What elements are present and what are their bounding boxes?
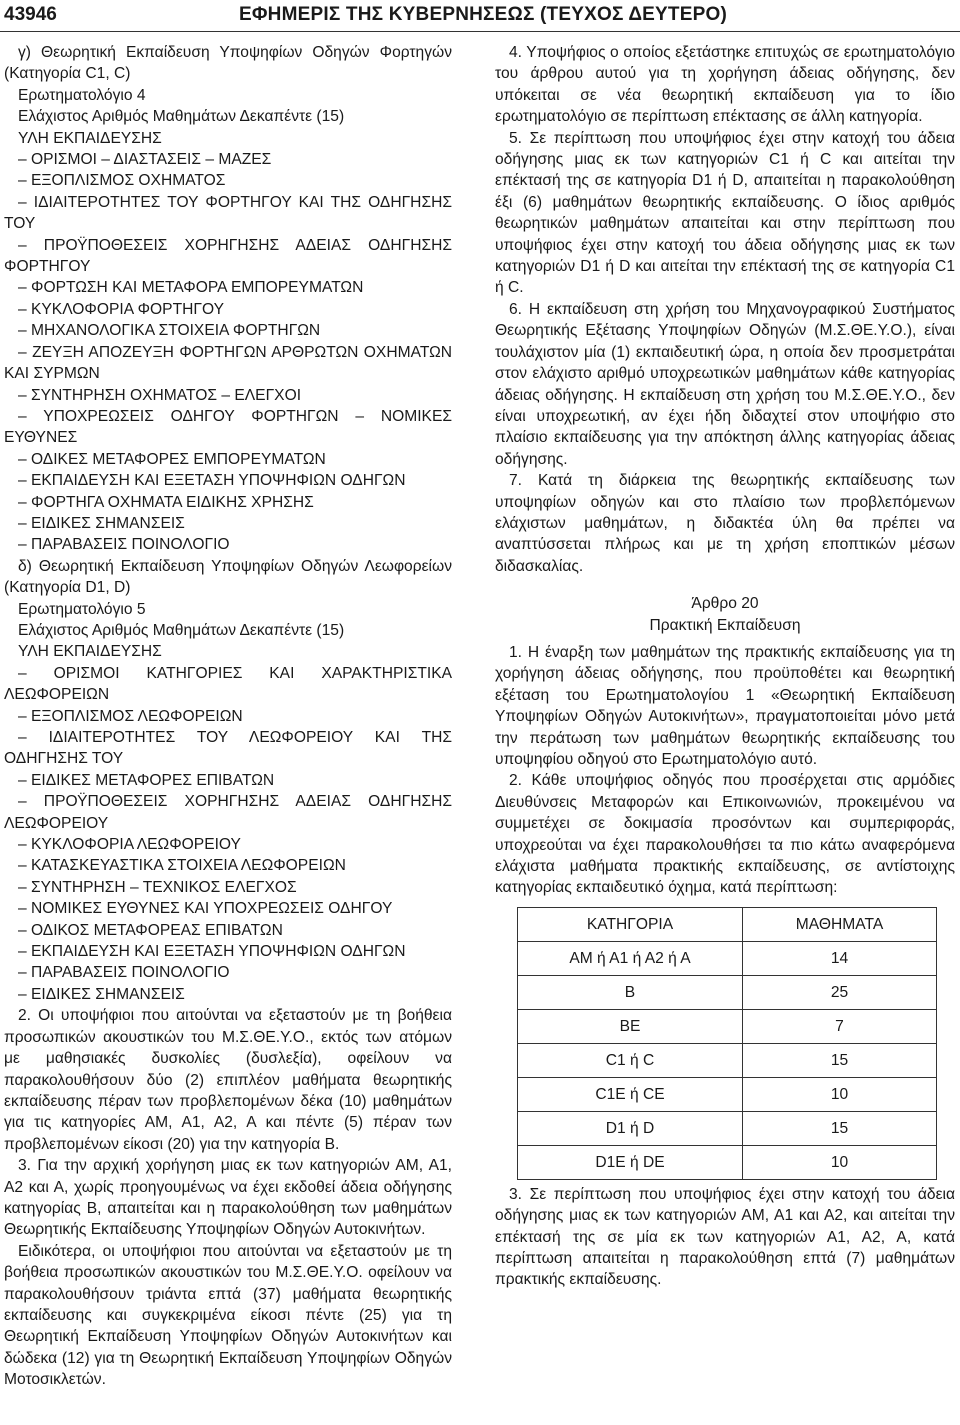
syllabus-item: – ΙΔΙΑΙΤΕΡΟΤΗΤΕΣ ΤΟΥ ΛΕΩΦΟΡΕΙΟΥ ΚΑΙ ΤΗΣ ΟΔΗΓΗΣΗΣ ΤΟΥ [4, 729, 452, 768]
column-header-lessons: ΜΑΘΗΜΑΤΑ [743, 907, 937, 941]
syllabus-item: – ΕΙΔΙΚΕΣ ΣΗΜΑΝΣΕΙΣ [18, 985, 185, 1003]
syllabus-item: – ΠΡΟΫΠΟΘΕΣΕΙΣ ΧΟΡΗΓΗΣΗΣ ΑΔΕΙΑΣ ΟΔΗΓΗΣΗΣ ΛΕΩΦΟΡΕΙΟΥ [4, 793, 452, 832]
syllabus-item: – ΜΗΧΑΝΟΛΟΓΙΚΑ ΣΤΟΙΧΕΙΑ ΦΟΡΤΗΓΩΝ [18, 322, 321, 340]
syllabus-item: – ΠΑΡΑΒΑΣΕΙΣ ΠΟΙΝΟΛΟΓΙΟ [18, 964, 230, 982]
category-cell: D1E ή DE [518, 1145, 743, 1179]
questionnaire-4-label: Ερωτηματολόγιο 4 [18, 86, 146, 104]
page-header [0, 0, 960, 34]
paragraph-2: 2. Οι υποψήφιοι που αιτούνται να εξεταστούν με τη βοήθεια προσωπικών ακουστικών του Μ.Σ.ΘΕ.Υ.Ο., εκτός των ατόμων με μαθησιακές δυσκολίες (δυσλεξία), οφείλουν να παρακολουθήσουν δύο (2) επιπλέον μαθήματα θεωρητικής εκπαίδευσης πέραν των προβλεπομένων δέκα (10) μαθημάτων για τις κατηγορίες ΑΜ, Α1, Α2, Α και πέντε (5) πέραν των προβλεπομένων είκοσι (20) για την κατηγορία Β. [4, 1007, 452, 1153]
syllabus-item: – ΠΡΟΫΠΟΘΕΣΕΙΣ ΧΟΡΗΓΗΣΗΣ ΑΔΕΙΑΣ ΟΔΗΓΗΣΗΣ ΦΟΡΤΗΓΟΥ [4, 236, 452, 276]
left-column [4, 42, 452, 1391]
syllabus-item: – ΟΔΙΚΕΣ ΜΕΤΑΦΟΡΕΣ ΕΜΠΟΡΕΥΜΑΤΩΝ [18, 450, 326, 468]
article-paragraph-1: 1. Η έναρξη των μαθημάτων της πρακτικής εκπαίδευσης για τη χορήγηση άδειας οδήγησης, που προϋποθέτει και θεωρητική εξέταση του Ερωτηματολογίου 1 «Θεωρητική Εκπαίδευση Υποψηφίων Οδηγών Αυτοκινήτων», πραγματοποιείται μόνο μετά την περάτωση των μαθημάτων θεωρητικής εκπαίδευσης του υποψηφίου οδηγού στο Ερωτηματολόγιο αυτό. [495, 643, 955, 768]
header-rule [0, 31, 960, 32]
paragraph-6: 6. Η εκπαίδευση στη χρήση του Μηχανογραφικού Συστήματος Θεωρητικής Εξέτασης Υποψηφίων Οδηγών (Μ.Σ.ΘΕ.Υ.Ο.), είναι τουλάχιστον μία (1) εκπαιδευτική ώρα, η οποία δεν προσμετράται στον ελάχιστο αριθμό υποχρεωτικών μαθημάτων κάθε κατηγορίας άδειας οδήγησης. Η εκπαίδευση στη χρήση του Μ.Σ.ΘΕ.Υ.Ο., δεν είναι υποχρεωτική, αν έχει ήδη διδαχτεί στον υποψήφιο στο πλαίσιο εκπαίδευσης για την απόκτηση άλλης κατηγορίας άδειας οδήγησης. [495, 300, 955, 468]
category-cell: ΒΕ [518, 1009, 743, 1043]
questionnaire-5-label: Ερωτηματολόγιο 5 [18, 600, 146, 618]
article-paragraph-3: 3. Σε περίπτωση που υποψήφιος έχει στην κατοχή του άδεια οδήγησης μιας εκ των κατηγοριών ΑΜ, Α1 και Α2, και αιτείται την επέκτασή της σε μία εκ των κατηγοριών Α1, Α2, Α, κατά περίπτωση απαιτείται η παρακολούθηση επτά (7) μαθημάτων πρακτικής εκπαίδευσης. [495, 1185, 955, 1289]
paragraph-7: 7. Κατά τη διάρκεια της θεωρητικής εκπαίδευσης των υποψηφίων οδηγών και στο πλαίσιο των προβλεπόμενων ελάχιστων μαθημάτων, η διδακτέα ύλη θα πρέπει να αναπτύσσεται πλήρως και με τη χρήση εποπτικών μέσων διδασκαλίας. [495, 472, 955, 575]
lessons-cell: 15 [743, 1043, 937, 1077]
table-row [518, 941, 937, 975]
min-lessons-d: Ελάχιστος Αριθμός Μαθημάτων Δεκαπέντε (15) [18, 621, 345, 639]
table-header-row [518, 907, 937, 941]
table-row [518, 1009, 937, 1043]
syllabus-item: – ΟΡΙΣΜΟΙ – ΔΙΑΣΤΑΣΕΙΣ – ΜΑΖΕΣ [18, 151, 272, 169]
syllabus-item: – ΕΚΠΑΙΔΕΥΣΗ ΚΑΙ ΕΞΕΤΑΣΗ ΥΠΟΨΗΦΙΩΝ ΟΔΗΓΩΝ [18, 943, 406, 961]
paragraph-3: 3. Για την αρχική χορήγηση μιας εκ των κατηγοριών ΑΜ, Α1, Α2 και Α, χωρίς προηγουμένως να έχει εκδοθεί άδεια οδήγησης κατηγορίας Β, απαιτείται και η παρακολούθηση των μαθημάτων Θεωρητικής Εκπαίδευσης Υποψηφίων Οδηγών Αυτοκινήτων. [4, 1157, 452, 1239]
section-c-heading: γ) Θεωρητική Εκπαίδευση Υποψηφίων Οδηγών Φορτηγών (Κατηγορία C1, C) [4, 44, 452, 83]
table-row [518, 1145, 937, 1179]
syllabus-item: – ΕΞΟΠΛΙΣΜΟΣ ΟΧΗΜΑΤΟΣ [18, 172, 226, 190]
table-row [518, 1077, 937, 1111]
syllabus-item: – ΕΚΠΑΙΔΕΥΣΗ ΚΑΙ ΕΞΕΤΑΣΗ ΥΠΟΨΗΦΙΩΝ ΟΔΗΓΩΝ [18, 472, 406, 490]
gazette-title: ΕΦΗΜΕΡΙΣ ΤΗΣ ΚΥΒΕΡΝΗΣΕΩΣ (ΤΕΥΧΟΣ ΔΕΥΤΕΡΟ) [239, 4, 727, 25]
paragraph-5: 5. Σε περίπτωση που υποψήφιος έχει στην κατοχή του άδεια οδήγησης μιας εκ των κατηγοριών C1 ή C και αιτείται την επέκτασή της σε κατηγορία D1 ή D, απαιτείται η παρακολούθηση έξι (6) μαθημάτων θεωρητικής εκπαίδευσης. Ο ίδιος αριθμός θεωρητικών μαθημάτων απαιτείται και στην περίπτωση που υποψήφιος έχει στην κατοχή του άδεια οδήγησης μιας εκ των κατηγοριών D1 ή D και αιτείται την επέκτασή της σε κατηγορία C1 ή C. [495, 129, 955, 297]
syllabus-heading-c: ΥΛΗ ΕΚΠΑΙΔΕΥΣΗΣ [18, 129, 162, 147]
syllabus-item: – ΝΟΜΙΚΕΣ ΕΥΘΥΝΕΣ ΚΑΙ ΥΠΟΧΡΕΩΣΕΙΣ ΟΔΗΓΟΥ [18, 900, 393, 918]
syllabus-item: – ΚΥΚΛΟΦΟΡΙΑ ΦΟΡΤΗΓΟΥ [18, 300, 224, 318]
syllabus-heading-d: ΥΛΗ ΕΚΠΑΙΔΕΥΣΗΣ [18, 643, 162, 661]
article-paragraph-2: 2. Κάθε υποψήφιος οδηγός που προσέρχεται στις αρμόδιες Διευθύνσεις Μεταφορών και Επικοινωνιών, προκειμένου να συμμετέχει σε δοκιμασία προσόντων και συμπεριφοράς, υποχρεούται να έχει παρακολουθήσει τα πιο κάτω αναφερόμενα ελάχιστα μαθήματα πρακτικής εκπαίδευσης, σε αντίστοιχης κατηγορίας εκπαιδευτικό όχημα, κατά περίπτωση: [495, 772, 955, 897]
table-row [518, 975, 937, 1009]
article-subtitle: Πρακτική Εκπαίδευση [649, 616, 801, 634]
lessons-cell: 10 [743, 1077, 937, 1111]
right-column [495, 42, 955, 1291]
syllabus-item: – ΙΔΙΑΙΤΕΡΟΤΗΤΕΣ ΤΟΥ ΦΟΡΤΗΓΟΥ ΚΑΙ ΤΗΣ ΟΔΗΓΗΣΗΣ ΤΟΥ [4, 193, 452, 233]
lessons-table [517, 907, 937, 1180]
page-number: 43946 [4, 4, 57, 25]
syllabus-item: – ΣΥΝΤΗΡΗΣΗ – ΤΕΧΝΙΚΟΣ ΕΛΕΓΧΟΣ [18, 878, 297, 896]
min-lessons-c: Ελάχιστος Αριθμός Μαθημάτων Δεκαπέντε (15) [18, 108, 345, 126]
paragraph-3-detail: Ειδικότερα, οι υποψήφιοι που αιτούνται να εξεταστούν με τη βοήθεια προσωπικών ακουστικών του Μ.Σ.ΘΕ.Υ.Ο. οφείλουν να παρακολουθήσουν τριάντα επτά (37) μαθήματα θεωρητικής εκπαίδευσης και συγκεκριμένα είκοσι πέντε (25) για τη Θεωρητική Εκπαίδευση Υποψηφίων Οδηγών Αυτοκινήτων και δώδεκα (12) για τη Θεωρητική Εκπαίδευση Υποψηφίων Οδηγών Μοτοσικλετών. [4, 1242, 452, 1389]
category-cell: D1 ή D [518, 1111, 743, 1145]
syllabus-item: – ΕΙΔΙΚΕΣ ΣΗΜΑΝΣΕΙΣ [18, 514, 185, 532]
lessons-cell: 14 [743, 941, 937, 975]
syllabus-item: – ΦΟΡΤΩΣΗ ΚΑΙ ΜΕΤΑΦΟΡΑ ΕΜΠΟΡΕΥΜΑΤΩΝ [18, 279, 364, 297]
paragraph-4: 4. Υποψήφιος ο οποίος εξετάστηκε επιτυχώς σε ερωτηματολόγιο του άρθρου αυτού για τη χορήγηση άδειας οδήγησης, δεν υπόκειται σε νέα θεωρητική εκπαίδευση για το ίδιο ερωτηματολόγιο σε περίπτωση επέκτασης σε άλλη κατηγορία. [495, 44, 955, 126]
lessons-cell: 10 [743, 1145, 937, 1179]
category-cell: ΑΜ ή Α1 ή Α2 ή Α [518, 941, 743, 975]
lessons-cell: 25 [743, 975, 937, 1009]
syllabus-item: – ΦΟΡΤΗΓΑ ΟΧΗΜΑΤΑ ΕΙΔΙΚΗΣ ΧΡΗΣΗΣ [18, 493, 314, 511]
table-row [518, 1111, 937, 1145]
syllabus-item: – ΠΑΡΑΒΑΣΕΙΣ ΠΟΙΝΟΛΟΓΙΟ [18, 536, 230, 554]
article-title: Άρθρο 20 [691, 595, 759, 613]
syllabus-item: – ΕΙΔΙΚΕΣ ΜΕΤΑΦΟΡΕΣ ΕΠΙΒΑΤΩΝ [18, 771, 275, 789]
category-cell: C1E ή CE [518, 1077, 743, 1111]
syllabus-item: – ΖΕΥΞΗ ΑΠΟΖΕΥΞΗ ΦΟΡΤΗΓΩΝ ΑΡΘΡΩΤΩΝ ΟΧΗΜΑΤΩΝ ΚΑΙ ΣΥΡΜΩΝ [4, 343, 452, 383]
lessons-cell: 7 [743, 1009, 937, 1043]
syllabus-item: – ΥΠΟΧΡΕΩΣΕΙΣ ΟΔΗΓΟΥ ΦΟΡΤΗΓΩΝ – ΝΟΜΙΚΕΣ ΕΥΘΥΝΕΣ [4, 407, 452, 447]
category-cell: Β [518, 975, 743, 1009]
syllabus-item: – ΚΥΚΛΟΦΟΡΙΑ ΛΕΩΦΟΡΕΙΟΥ [18, 836, 241, 854]
syllabus-item: – ΣΥΝΤΗΡΗΣΗ ΟΧΗΜΑΤΟΣ – ΕΛΕΓΧΟΙ [18, 386, 302, 404]
syllabus-item: – ΕΞΟΠΛΙΣΜΟΣ ΛΕΩΦΟΡΕΙΩΝ [18, 707, 243, 725]
lessons-cell: 15 [743, 1111, 937, 1145]
table-row [518, 1043, 937, 1077]
syllabus-item: – ΟΡΙΣΜΟΙ ΚΑΤΗΓΟΡΙΕΣ ΚΑΙ ΧΑΡΑΚΤΗΡΙΣΤΙΚΑ ΛΕΩΦΟΡΕΙΩΝ [4, 664, 452, 704]
syllabus-item: – ΚΑΤΑΣΚΕΥΑΣΤΙΚΑ ΣΤΟΙΧΕΙΑ ΛΕΩΦΟΡΕΙΩΝ [18, 857, 346, 875]
category-cell: C1 ή C [518, 1043, 743, 1077]
column-header-category: ΚΑΤΗΓΟΡΙΑ [518, 907, 743, 941]
syllabus-item: – ΟΔΙΚΟΣ ΜΕΤΑΦΟΡΕΑΣ ΕΠΙΒΑΤΩΝ [18, 921, 283, 939]
section-d-heading: δ) Θεωρητική Εκπαίδευση Υποψηφίων Οδηγών Λεωφορείων (Κατηγορία D1, D) [4, 557, 452, 597]
